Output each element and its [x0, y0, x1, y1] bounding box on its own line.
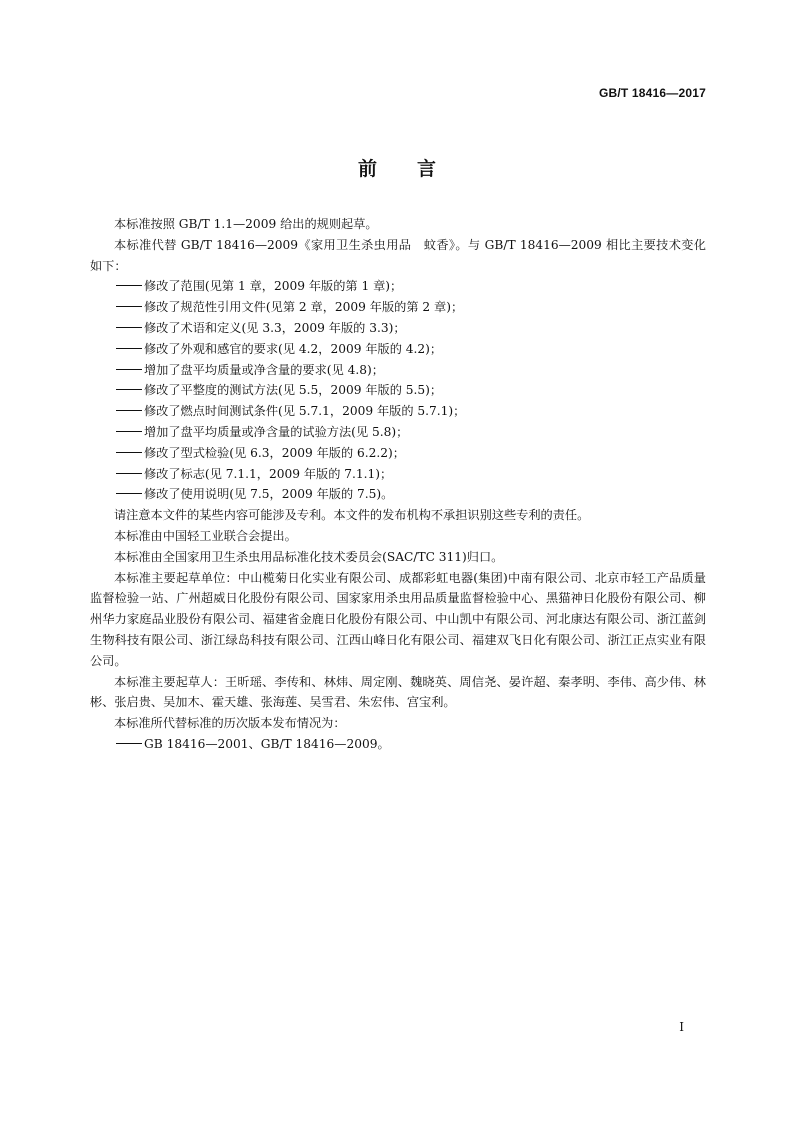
dash-marker [116, 369, 142, 370]
list-item [90, 443, 706, 464]
dash-marker [116, 410, 142, 411]
change-text: 修改了燃点时间测试条件(见 5.7.1，2009 年版的 5.7.1)； [144, 404, 466, 419]
list-item [90, 276, 706, 297]
change-text: 修改了术语和定义(见 3.3，2009 年版的 3.3)； [144, 320, 406, 335]
list-item [90, 484, 706, 505]
list-item [90, 297, 706, 318]
patent-notice-paragraph: 请注意本文件的某些内容可能涉及专利。本文件的发布机构不承担识别这些专利的责任。 [114, 508, 590, 523]
dash-marker [116, 452, 142, 453]
dash-marker [116, 431, 142, 432]
drafting-units-paragraph: 本标准主要起草单位：中山榄菊日化实业有限公司、成都彩虹电器(集团)中南有限公司、北京市轻工产品质量监督检验一站、广州超威日化股份有限公司、国家家用杀虫用品质量监督检验中心、黑猫神日化股份有限公司、柳州华力家庭品业股份有限公司、福建省金鹿日化股份有限公司、中山凯中有限公司、河北康达有限公司、浙江蓝剑生物科技有限公司、浙江绿岛科技有限公司、江西山峰日化有限公司、福建双飞日化有限公司、浙江正点实业有限公司。 [90, 570, 706, 668]
history-list [90, 734, 706, 755]
list-item [90, 380, 706, 401]
dash-marker [116, 473, 142, 474]
dash-marker [116, 493, 142, 494]
dash-marker [116, 285, 142, 286]
dash-marker [116, 389, 142, 390]
list-item [90, 734, 706, 755]
change-text: 修改了使用说明(见 7.5，2009 年版的 7.5)。 [144, 487, 394, 502]
drafters-paragraph: 本标准主要起草人：王昕瑶、李传和、林炜、周定刚、魏晓英、周信尧、晏许超、秦孝明、李伟、高少伟、林彬、张启贵、吴加木、霍天雄、张海莲、吴雪君、朱宏伟、宫宝利。 [90, 674, 706, 710]
list-item [90, 422, 706, 443]
change-text: 修改了规范性引用文件(见第 2 章，2009 年版的第 2 章)； [144, 300, 464, 315]
change-text: 修改了型式检验(见 6.3，2009 年版的 6.2.2)； [144, 445, 405, 460]
dash-marker [116, 743, 142, 744]
proposer-paragraph: 本标准由中国轻工业联合会提出。 [114, 528, 297, 543]
list-item [90, 318, 706, 339]
change-text: 修改了外观和感官的要求(见 4.2，2009 年版的 4.2)； [144, 341, 443, 356]
change-text: 修改了标志(见 7.1.1，2009 年版的 7.1.1)； [144, 466, 393, 481]
change-text: 修改了范围(见第 1 章，2009 年版的第 1 章)； [144, 279, 403, 294]
page-number: I [679, 1020, 684, 1034]
history-intro-paragraph: 本标准所代替标准的历次版本发布情况为： [114, 716, 346, 731]
document-body [90, 214, 706, 755]
change-text: 修改了平整度的测试方法(见 5.5，2009 年版的 5.5)； [144, 383, 443, 398]
drafting-rule-paragraph: 本标准按照 GB/T 1.1—2009 给出的规则起草。 [114, 217, 378, 231]
technical-changes-list [90, 276, 706, 505]
list-item [90, 401, 706, 422]
change-text: 增加了盘平均质量或净含量的试验方法(见 5.8)； [144, 424, 409, 439]
dash-marker [116, 306, 142, 307]
list-item [90, 360, 706, 381]
change-text: 增加了盘平均质量或净含量的要求(见 4.8)； [144, 362, 384, 377]
committee-paragraph: 本标准由全国家用卫生杀虫用品标准化技术委员会(SAC/TC 311)归口。 [114, 549, 504, 564]
list-item [90, 464, 706, 485]
page-title: 前言 [357, 158, 476, 180]
replacement-paragraph: 本标准代替 GB/T 18416—2009《家用卫生杀虫用品 蚊香》。与 GB/T 18416—2009 相比主要技术变化如下： [90, 237, 706, 273]
history-text: GB 18416—2001、GB/T 18416—2009。 [144, 736, 390, 751]
standard-number: GB/T 18416—2017 [598, 86, 706, 100]
list-item [90, 339, 706, 360]
dash-marker [116, 348, 142, 349]
dash-marker [116, 327, 142, 328]
